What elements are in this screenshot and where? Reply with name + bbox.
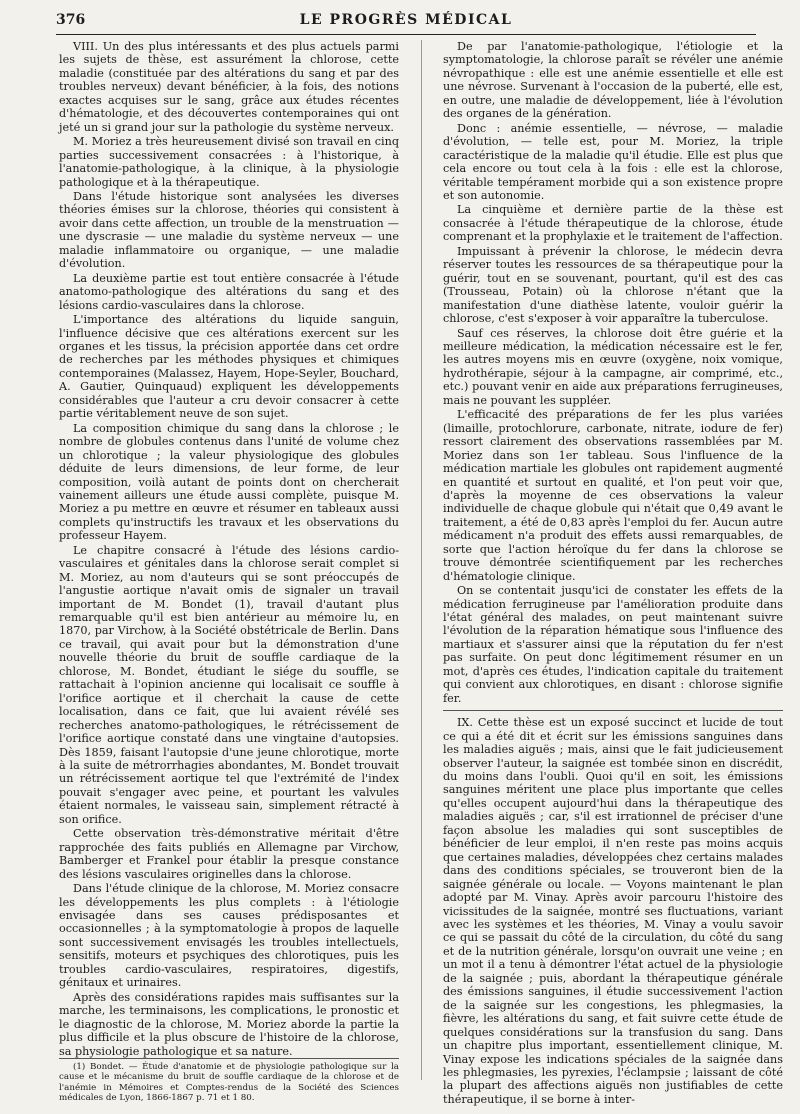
left-column [59, 40, 399, 1056]
column-divider [421, 40, 422, 1080]
paragraph-ix-intro: IX. Cette thèse est un exposé succinct et lucide de tout ce qui a été dit et écrit sur les émissions sanguines dans les maladies aiguës ; mais, ainsi que le fait judicieusement observer l'auteur, la saignée est tombée sinon en discrédit, du moins dans l'oubli. Quoi qu'il en soit, les émissions sanguines méritent une place plus importante que celles qu'elles occupent aujourd'hui dans la thérapeutique des maladies aiguës ; car, s'il est irrationnel de préciser d'une façon absolue les maladies qui sont susceptibles de bénéficier de leur emploi, il n'en reste pas moins acquis que certaines maladies, développées chez certains malades dans des conditions spéciales, se trouveront bien de la saignée générale ou locale. — Voyons maintenant le plan adopté par M. Vinay. Après avoir parcouru l'histoire des vicissitudes de la saignée, montré ses fluctuations, variant avec les systèmes et les théories, M. Vinay a voulu savoir ce qui se passait du côté de la circulation, du côté du sang et de la nutrition générale, lorsqu'on ouvrait une veine ; en un mot il a tenu à démontrer l'état actuel de la physiologie de la saignée ; puis, abordant la thérapeutique générale des émissions sanguines, il étudie successivement l'action de la saignée sur les congestions, les phlegmasies, la fièvre, les altérations du sang, et fait suivre cette étude de quelques considérations sur la transfusion du sang. Dans un chapitre plus important, essentiellement clinique, M. Vinay expose les indications spéciales de la saignée dans les phlegmasies, les pyrexies, l'éclampsie ; laissant de côté la plupart des affections aiguës non justifiables de cette thérapeutique, il se borne à inter- [443, 716, 783, 1106]
paragraph: L'efficacité des préparations de fer les plus variées (limaille, protochlorure, carbonate, nitrate, iodure de fer) ressort clairement des observations rassemblées par M. Moriez dans son 1er tableau. Sous l'influence de la médication martiale les globules ont rapidement augmenté en quantité et surtout en qualité, et l'on peut voir que, d'après la moyenne de ces observations la valeur individuelle de chaque globule qui n'était que 0,49 avant le traitement, a été de 0,83 après l'emploi du fer. Aucun autre médicament n'a produit des effets aussi remarquables, de sorte que l'action héroïque du fer dans la chlorose se trouve démontrée scientifiquement par les recherches d'hématologie clinique. [443, 408, 783, 583]
paragraph: De par l'anatomie-pathologique, l'étiologie et la symptomatologie, la chlorose paraît se révéler une anémie névropathique : elle est une anémie essentielle et elle est une névrose. Survenant à l'occasion de la puberté, elle est, en outre, une maladie de développement, liée à l'évolution des organes de la génération. [443, 40, 783, 121]
paragraph: Sauf ces réserves, la chlorose doit être guérie et la meilleure médication, la médication nécessaire est le fer, les autres moyens mis en œuvre (oxygène, noix vomique, hydrothérapie, séjour à la campagne, air comprimé, etc., etc.) pouvant venir en aide aux préparations ferrugineuses, mais ne pouvant les suppléer. [443, 326, 783, 407]
paragraph: Le chapitre consacré à l'étude des lésions cardio-vasculaires et génitales dans la chlorose serait complet si M. Moriez, au nom d'auteurs qui se sont préoccupés de l'angustie aortique n'avait omis de signaler un travail important de M. Bondet (1), travail d'autant plus remarquable qu'il est bien antérieur au mémoire lu, en 1870, par Virchow, à la Société obstétricale de Berlin. Dans ce travail, qui avait pour but la démonstration d'une nouvelle théorie du bruit de souffle cardiaque de la chlorose, M. Bondet, étudiant le siége du souffle, se rattachait à l'opinion ancienne qui localisait ce souffle à l'orifice aortique et il cherchait la cause de cette localisation, dans ce fait, que lui avaient révélé ses recherches anatomo-pathologiques, le rétrécissement de l'orifice aortique constaté dans une vingtaine d'autopsies. Dès 1859, faisant l'autopsie d'une jeune chlorotique, morte à la suite de métrorrhagies abondantes, M. Bondet trouvait un rétrécissement aortique tel que l'extrémité de l'index pouvait s'engager avec peine, et pourtant les valvules étaient normales, le vaisseau sain, simplement rétracté à son orifice. [59, 543, 399, 826]
paragraph: Après des considérations rapides mais suffisantes sur la marche, les terminaisons, les complications, le pronostic et le diagnostic de la chlorose, M. Moriez aborde la partie la plus difficile et la plus obscure de l'histoire de la chlorose, sa physiologie pathologique et sa nature. [59, 990, 399, 1058]
section-divider [443, 710, 783, 711]
paragraph: M. Moriez a très heureusement divisé son travail en cinq parties successivement consacrées : à l'historique, à l'anatomie-pathologique, à la clinique, à la physiologie pathologique et à la thérapeutique. [59, 135, 399, 189]
journal-title: LE PROGRÈS MÉDICAL [299, 12, 513, 28]
paragraph: On se contentait jusqu'ici de constater les effets de la médication ferrugineuse par l'amélioration produite dans l'état général des malades, on peut maintenant suivre l'évolution de la réparation hématique sous l'influence des martiaux et s'assurer ainsi que la réputation du fer n'est pas surfaite. On peut donc légitimement résumer en un mot, d'après ces études, l'indication capitale du traitement qui convient aux chlorotiques, en disant : chlorose signifie fer. [443, 584, 783, 705]
page-header [56, 10, 756, 35]
paragraph: Donc : anémie essentielle, — névrose, — maladie d'évolution, — telle est, pour M. Moriez, la triple caractéristique de la maladie qu'il étudie. Elle est plus que cela encore ou tout cela à la fois : elle est la chlorose, véritable tempérament morbide qui a son existence propre et son autonomie. [443, 121, 783, 202]
footnote-text: (1) Bondet. — Étude d'anatomie et de physiologie pathologique sur la cause et le mécanisme du bruit de souffle cardiaque de la chlorose et de l'anémie in Mémoires et Comptes-rendus de la Société des Sciences médicales de Lyon, 1866-1867 p. 71 et 1 80. [59, 1062, 399, 1104]
paragraph: La composition chimique du sang dans la chlorose ; le nombre de globules contenus dans l'unité de volume chez un chlorotique ; la valeur physiologique des globules déduite de leurs dimensions, de leur forme, de leur composition, voilà autant de points dont on chercherait vainement ailleurs une étude aussi complète, puisque M. Moriez a pu mettre en œuvre et résumer en tableaux aussi complets qu'instructifs les travaux et les observations du professeur Hayem. [59, 421, 399, 543]
paragraph: Cette observation très-démonstrative méritait d'être rapprochée des faits publiés en Allemagne par Virchow, Bamberger et Frankel pour établir la presque constance des lésions vasculaires originelles dans la chlorose. [59, 827, 399, 881]
paragraph: Dans l'étude clinique de la chlorose, M. Moriez consacre les développements les plus complets : à l'étiologie envisagée dans ses causes prédisposantes et occasionnelles ; à la symptomatologie à propos de laquelle sont successivement envisagés les troubles intellectuels, sensitifs, moteurs et psychiques des chlorotiques, puis les troubles cardio-vasculaires, respiratoires, digestifs, génitaux et urinaires. [59, 882, 399, 990]
page-number: 376 [56, 12, 86, 28]
paragraph: Dans l'étude historique sont analysées les diverses théories émises sur la chlorose, théories qui consistent à avoir dans cette affection, un trouble de la menstruation — une dyscrasie — une maladie du système nerveux — une maladie inflammatoire ou organique, — une maladie d'évolution. [59, 189, 399, 271]
paragraph: Impuissant à prévenir la chlorose, le médecin devra réserver toutes les ressources de sa thérapeutique pour la guérir, tout en se souvenant, pourtant, qu'il est des cas (Trousseau, Potain) où la chlorose n'étant que la manifestation d'une diathèse latente, vouloir guérir la chlorose, c'est s'exposer à voir apparaître la tuberculose. [443, 244, 783, 326]
paragraph-viii-intro: VIII. Un des plus intéressants et des plus actuels parmi les sujets de thèse, est assurément la chlorose, cette maladie (constituée par des altérations du sang et par des troubles nerveux) devant bénéficier, à la fois, des notions exactes acquises sur le sang, grâce aux études récentes d'hématologie, et des découvertes contemporaines qui ont jeté un si grand jour sur la pathologie du système nerveux. [59, 40, 399, 134]
right-column [443, 40, 783, 1106]
paragraph: L'importance des altérations du liquide sanguin, l'influence décisive que ces altérations exercent sur les organes et les tissus, la précision apportée dans cet ordre de recherches par les méthodes physiques et chimiques contemporaines (Malassez, Hayem, Hope-Seyler, Bouchard, A. Gautier, Quinquaud) expliquent les développements considérables que l'auteur a cru devoir consacrer à cette partie véritablement neuve de son sujet. [59, 313, 399, 421]
paragraph: La deuxième partie est tout entière consacrée à l'étude anatomo-pathologique des altérations du sang et des lésions cardio-vasculaires dans la chlorose. [59, 271, 399, 312]
footnote [59, 1062, 399, 1105]
paragraph: La cinquième et dernière partie de la thèse est consacrée à l'étude thérapeutique de la chlorose, étude comprenant et la prophylaxie et le traitement de l'affection. [443, 203, 783, 244]
footnote-divider [59, 1058, 399, 1059]
